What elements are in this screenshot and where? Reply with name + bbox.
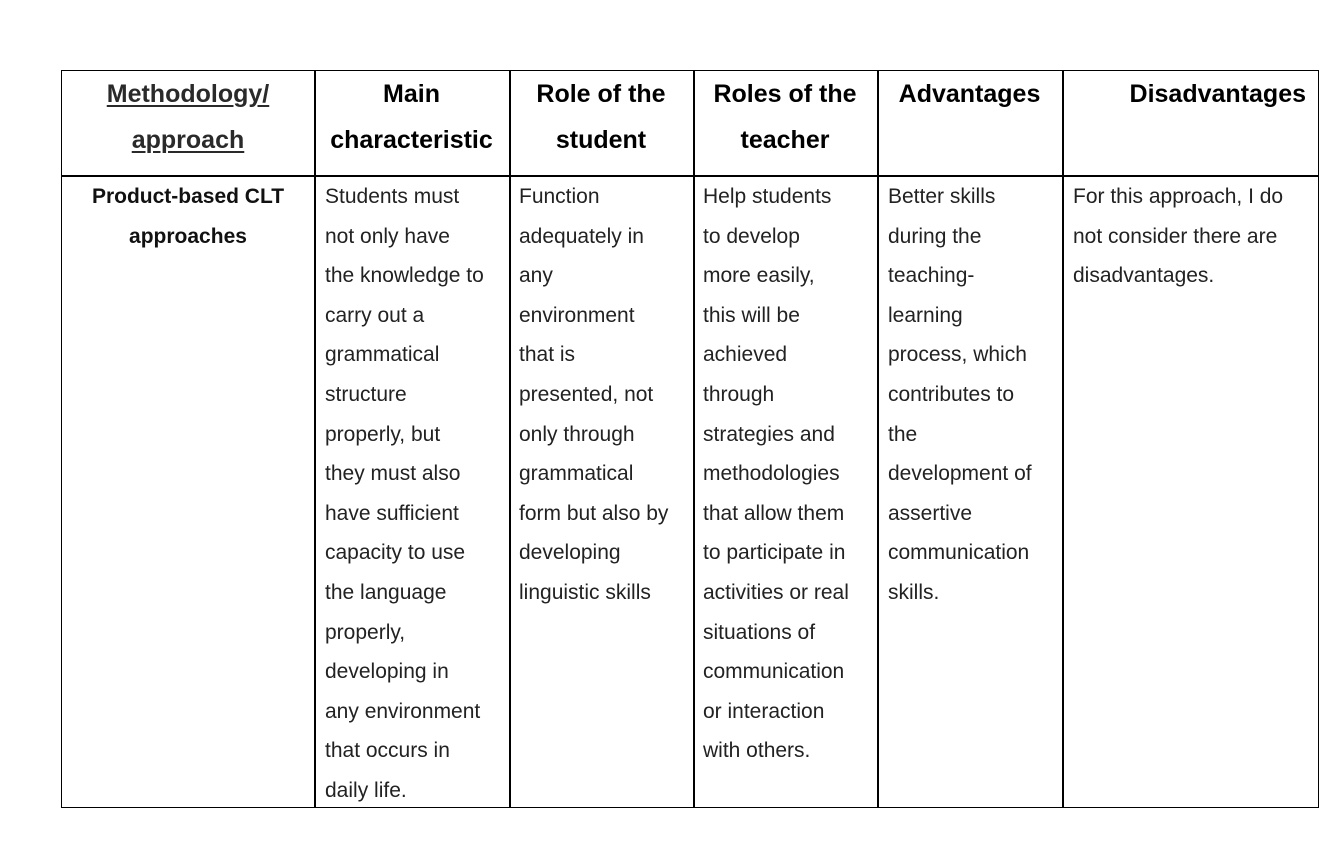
cell-text-line: For this approach, I do <box>1073 185 1284 208</box>
cell-text-line: Students must <box>325 185 460 208</box>
cell-text-line: the knowledge to <box>325 264 484 288</box>
cell-text-line: linguistic skills <box>519 580 651 604</box>
cell-text-line: with others. <box>703 739 811 763</box>
cell-text-line: that is <box>519 343 576 367</box>
cell-text-line: developing in <box>325 660 449 684</box>
column-divider <box>1062 71 1064 807</box>
header-text: Methodology/ <box>106 80 270 108</box>
cell-text-line: approaches <box>129 224 247 248</box>
cell-text-line: achieved <box>703 343 788 367</box>
cell-text-line: properly, <box>325 620 406 644</box>
cell-text-line: Better skills <box>888 185 996 208</box>
cell-text-line: daily life. <box>325 778 407 802</box>
cell-text-line: the language <box>325 580 447 604</box>
cell-text-line: to participate in <box>703 541 846 565</box>
cell-text-line: environment <box>519 303 635 327</box>
header-text: Role of the <box>536 80 666 108</box>
cell-text-line: only through <box>519 422 635 446</box>
cell-text-line: strategies and <box>703 422 835 446</box>
cell-text-line: grammatical <box>325 343 440 367</box>
cell-text-line: situations of <box>703 620 816 644</box>
cell-role-student <box>519 177 693 613</box>
header-methodology <box>62 71 314 175</box>
header-text: approach <box>131 126 245 154</box>
cell-text-line: properly, but <box>325 422 441 446</box>
cell-text-line: not only have <box>325 224 450 248</box>
cell-text-line: any environment <box>325 699 481 723</box>
cell-text-line: adequately in <box>519 224 644 248</box>
header-role-student <box>509 71 693 175</box>
cell-text-line: assertive <box>888 501 973 525</box>
cell-text-line: this will be <box>703 303 800 327</box>
cell-text-line: process, which <box>888 343 1027 367</box>
cell-text-line: they must also <box>325 462 461 486</box>
cell-text-line: form but also by <box>519 501 669 525</box>
cell-text-line: the <box>888 422 918 446</box>
cell-text-line: disadvantages. <box>1073 264 1215 288</box>
header-text: Main <box>383 80 440 108</box>
cell-text-line: have sufficient <box>325 501 459 525</box>
cell-text-line: that occurs in <box>325 739 450 763</box>
cell-text-line: that allow them <box>703 501 845 525</box>
header-main-characteristic <box>314 71 509 175</box>
cell-methodology <box>62 177 314 256</box>
cell-text-line: communication <box>888 541 1030 565</box>
cell-text-line: to develop <box>703 224 800 248</box>
cell-role-teacher <box>703 177 877 771</box>
cell-text-line: activities or real <box>703 580 849 604</box>
cell-text-line: structure <box>325 382 407 406</box>
cell-text-line: during the <box>888 224 982 248</box>
header-disadvantages <box>1062 71 1318 175</box>
cell-text-line: capacity to use <box>325 541 466 565</box>
cell-text-line: Function <box>519 185 600 208</box>
column-divider <box>877 71 879 807</box>
header-advantages <box>877 71 1062 175</box>
cell-text-line: developing <box>519 541 621 565</box>
cell-disadvantages <box>1073 177 1318 296</box>
cell-text-line: teaching- <box>888 264 975 288</box>
header-text: Advantages <box>898 80 1041 108</box>
cell-text-line: learning <box>888 303 963 327</box>
cell-text-line: development of <box>888 462 1032 486</box>
cell-text-line: grammatical <box>519 462 634 486</box>
cell-text-line: not consider there are <box>1073 224 1278 248</box>
cell-text-line: Help students <box>703 185 832 208</box>
cell-text-line: or interaction <box>703 699 825 723</box>
header-text: characteristic <box>330 126 493 154</box>
column-divider <box>314 71 316 807</box>
cell-text-line: presented, not <box>519 382 654 406</box>
header-text: Disadvantages <box>1129 80 1306 108</box>
header-text: teacher <box>740 126 830 154</box>
comparison-table <box>61 70 1319 808</box>
cell-text-line: contributes to <box>888 382 1015 406</box>
column-divider <box>693 71 695 807</box>
column-divider <box>509 71 511 807</box>
cell-text-line: skills. <box>888 580 940 604</box>
cell-text-line: through <box>703 382 775 406</box>
cell-text-line: carry out a <box>325 303 425 327</box>
cell-text-line: methodologies <box>703 462 840 486</box>
header-roles-teacher <box>693 71 877 175</box>
cell-text-line: any <box>519 264 553 288</box>
cell-text-line: Product-based CLT <box>91 185 285 208</box>
cell-advantages <box>888 177 1062 613</box>
cell-text-line: more easily, <box>703 264 815 288</box>
header-text: Roles of the <box>713 80 857 108</box>
header-text: student <box>555 126 647 154</box>
cell-main-characteristic <box>325 177 509 811</box>
cell-text-line: communication <box>703 660 845 684</box>
